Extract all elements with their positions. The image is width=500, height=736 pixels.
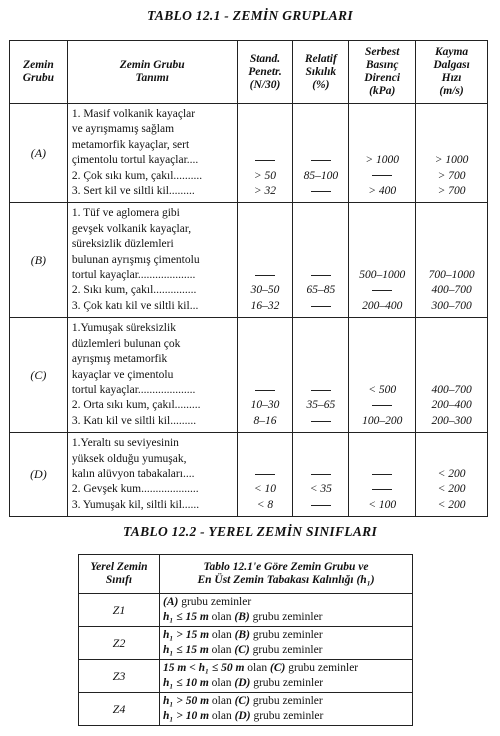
header-text: Hızı [441, 72, 462, 84]
description-line: 2. Çok sıkı kum, çakıl.......... [71, 169, 203, 182]
condition-part: (D) [234, 677, 251, 689]
group-description [67, 104, 237, 203]
dash-mark [372, 175, 392, 176]
shear-wave-velocity-value: < 200 [437, 467, 466, 480]
header-text: Zemin [23, 59, 54, 71]
group-name: (B) [10, 203, 68, 318]
spt-value [238, 467, 293, 482]
relative-density-value [293, 414, 348, 429]
shear-wave-velocity-values [416, 104, 488, 203]
dash-mark [372, 489, 392, 490]
header-text: (m/s) [439, 85, 464, 97]
description-line: 1.Yumuşak süreksizlik [71, 322, 176, 335]
soil-class-row [79, 660, 413, 693]
description-line: bulunan ayrışmış çimentolu [71, 253, 200, 266]
relative-density-values [293, 318, 349, 433]
description-line: 1. Masif volkanik kayaçlar [71, 108, 196, 120]
spt-value [238, 153, 293, 168]
spt-value: < 10 [253, 483, 277, 496]
description-line: tortul kayaçlar.................... [71, 383, 196, 396]
relative-density-value [293, 153, 348, 168]
group-description [67, 318, 237, 433]
soil-group-row [10, 433, 488, 517]
condition-part: (C) [234, 695, 250, 707]
description-line: ve ayrışmamış sağlam [71, 123, 175, 136]
condition-part: olan [244, 662, 270, 674]
condition-part: olan [208, 611, 235, 623]
group-description [67, 433, 237, 517]
dash-mark [311, 191, 331, 192]
shear-wave-velocity-value: > 700 [437, 169, 466, 182]
condition-line [163, 709, 409, 724]
condition-part: grubu zeminler [249, 611, 323, 623]
description-line: 3. Çok katı kil ve siltli kil... [71, 299, 199, 312]
condition-line [163, 595, 409, 610]
shear-wave-velocity-value: 700–1000 [428, 269, 475, 282]
compressive-strength-values [349, 104, 416, 203]
soil-class-conditions [160, 594, 413, 627]
header-row [79, 555, 413, 594]
description-line: 2. Gevşek kum.................... [71, 483, 199, 496]
shear-wave-velocity-value: < 200 [437, 498, 466, 511]
condition-part: (B) [234, 629, 250, 641]
relative-density-values [293, 433, 349, 517]
dash-mark [372, 290, 392, 291]
compressive-strength-value: > 1000 [365, 154, 400, 167]
condition-part: olan [209, 695, 235, 707]
soil-class: Z3 [79, 660, 160, 693]
class-header [79, 555, 160, 594]
description-line: kayaçlar ve çimentolu [71, 368, 174, 381]
condition-part: h₁ ≤ 10 m [163, 677, 209, 689]
compressive-strength-values [349, 318, 416, 433]
description-line: tortul kayaçlar.................... [71, 269, 196, 282]
dash-mark [255, 275, 275, 276]
description-line: süreksizlik düzlemleri [71, 238, 174, 251]
description-line: 3. Yumuşak kil, siltli kil...... [71, 498, 200, 511]
dash-mark [311, 390, 331, 391]
dash-mark [311, 474, 331, 475]
condition-line [163, 676, 409, 691]
group-name: (A) [10, 104, 68, 203]
condition-part: h₁ ≤ 15 m [163, 611, 209, 623]
header-text: Kayma [434, 46, 469, 58]
header-text: (kPa) [369, 85, 396, 97]
header-text: Sınıfı [105, 574, 133, 586]
spt-value [238, 383, 293, 398]
relative-density-value: < 35 [309, 483, 332, 496]
condition-part: grubu zeminler [249, 644, 323, 656]
relative-density-header [293, 41, 349, 104]
description-line: düzlemleri bulunan çok [71, 337, 181, 350]
spt-value: 8–16 [253, 414, 277, 427]
spt-value: < 8 [256, 498, 274, 511]
shear-wave-velocity-values [416, 433, 488, 517]
compressive-strength-value [349, 467, 415, 482]
header-text: Penetr. [248, 65, 282, 78]
dash-mark [311, 160, 331, 161]
description-line: gevşek volkanik kayaçlar, [71, 222, 192, 235]
dash-mark [255, 474, 275, 475]
soil-class: Z4 [79, 693, 160, 726]
header-text: (N/30) [249, 78, 281, 91]
relative-density-values [293, 104, 349, 203]
compressive-strength-value [349, 482, 415, 497]
shear-wave-velocity-value: 200–400 [431, 399, 472, 412]
dash-mark [372, 474, 392, 475]
description-line: 1.Yeraltı su seviyesinin [71, 437, 179, 450]
compressive-strength-values [349, 433, 416, 517]
soil-class-row [79, 594, 413, 627]
relative-density-value [293, 184, 348, 199]
spt-value: 16–32 [250, 299, 280, 312]
spt-header [237, 41, 293, 104]
condition-part: grubu zeminler [178, 596, 252, 608]
condition-header [160, 555, 413, 594]
shear-wave-velocity-value: > 1000 [434, 154, 469, 167]
compressive-strength-header [349, 41, 416, 104]
spt-value: 30–50 [250, 284, 280, 297]
condition-part: 15 m < h₁ ≤ 50 m [163, 662, 245, 674]
header-text: Serbest [364, 46, 400, 58]
condition-part: olan [209, 710, 235, 722]
condition-part: grubu zeminler [250, 710, 324, 722]
description-line: yüksek olduğu yumuşak, [71, 452, 187, 465]
condition-part: (A) [163, 596, 179, 608]
description-line: kalın alüvyon tabakaları.... [71, 467, 195, 480]
condition-part: grubu zeminler [249, 695, 323, 707]
dash-mark [311, 306, 331, 307]
header-text: Tanımı [135, 72, 169, 84]
spt-value: > 32 [253, 185, 277, 198]
shear-wave-velocity-value: > 700 [437, 185, 466, 198]
soil-class-row [79, 627, 413, 660]
soil-group-row [10, 104, 488, 203]
soil-class-conditions [160, 660, 413, 693]
shear-wave-velocity-value: 200–300 [431, 414, 472, 427]
group-header [10, 41, 68, 104]
soil-class: Z2 [79, 627, 160, 660]
dash-mark [311, 505, 331, 506]
shear-wave-velocity-header [416, 41, 488, 104]
condition-part: (C) [269, 662, 286, 674]
local-soil-classes-table [78, 554, 413, 726]
description-line: 2. Orta sıkı kum, çakıl......... [71, 399, 201, 412]
spt-values [237, 104, 293, 203]
description-line: metamorfik kayaçlar, sert [71, 138, 190, 151]
header-text: Yerel Zemin [90, 561, 148, 573]
relative-density-value: 65–85 [306, 284, 336, 297]
condition-part: h₁ ≤ 15 m [163, 644, 209, 656]
condition-part: (B) [234, 611, 250, 623]
spt-values [237, 318, 293, 433]
condition-part: olan [209, 629, 235, 641]
soil-class-conditions [160, 693, 413, 726]
compressive-strength-value [349, 169, 415, 184]
description-line: 3. Sert kil ve siltli kil......... [71, 185, 195, 198]
spt-value: > 50 [253, 169, 277, 182]
header-text: Direnci [364, 72, 401, 84]
header-text: Sıkılık [305, 65, 337, 78]
header-text: Relatif [304, 52, 337, 65]
spt-value: 10–30 [250, 399, 280, 412]
relative-density-value [293, 467, 348, 482]
relative-density-value [293, 268, 348, 283]
dash-mark [255, 390, 275, 391]
condition-part: grubu zeminler [250, 677, 324, 689]
shear-wave-velocity-value: 300–700 [431, 299, 472, 312]
soil-class-conditions [160, 627, 413, 660]
table1-title: TABLO 12.1 - ZEMİN GRUPLARI [147, 8, 353, 23]
spt-values [237, 203, 293, 318]
description-line: ayrışmış metamorfik [71, 353, 168, 366]
header-text: Dalgası [433, 59, 470, 71]
relative-density-value: 35–65 [306, 399, 336, 412]
description-line: 1. Tüf ve aglomera gibi [71, 207, 180, 220]
header-text: Zemin Grubu [119, 59, 185, 71]
condition-part: h₁ > 15 m [163, 629, 210, 641]
shear-wave-velocity-values [416, 203, 488, 318]
group-name: (D) [10, 433, 68, 517]
header-text: Tablo 12.1'e Göre Zemin Grubu ve [203, 561, 369, 573]
condition-part: grubu zeminler [285, 662, 359, 674]
spt-value [238, 268, 293, 283]
compressive-strength-value: < 500 [368, 383, 397, 396]
condition-part: (D) [234, 710, 251, 722]
shear-wave-velocity-value: < 200 [437, 483, 466, 496]
header-text: Stand. [249, 52, 281, 65]
description-line: 3. Katı kil ve siltli kil......... [71, 414, 197, 427]
dash-mark [255, 160, 275, 161]
description-line: çimentolu tortul kayaçlar.... [71, 154, 199, 167]
relative-density-value: 85–100 [303, 169, 339, 182]
soil-groups-table [9, 40, 488, 517]
header-text: Grubu [22, 72, 55, 84]
relative-density-value [293, 383, 348, 398]
soil-class: Z1 [79, 594, 160, 627]
soil-group-row [10, 318, 488, 433]
dash-mark [311, 275, 331, 276]
spt-values [237, 433, 293, 517]
description-line: 2. Sıkı kum, çakıl............... [71, 284, 197, 297]
description-header [67, 41, 237, 104]
soil-group-row [10, 203, 488, 318]
condition-part: olan [208, 644, 235, 656]
compressive-strength-value [349, 398, 415, 413]
compressive-strength-value: 500–1000 [359, 269, 406, 282]
soil-class-row [79, 693, 413, 726]
compressive-strength-value: 100–200 [362, 414, 403, 427]
header-text: (%) [312, 78, 330, 91]
relative-density-value [293, 299, 348, 314]
group-description [67, 203, 237, 318]
dash-mark [311, 421, 331, 422]
condition-line [163, 694, 409, 709]
relative-density-value [293, 498, 348, 513]
condition-part: (C) [234, 644, 250, 656]
condition-line [163, 610, 409, 625]
dash-mark [372, 405, 392, 406]
compressive-strength-values [349, 203, 416, 318]
compressive-strength-value: < 100 [368, 498, 397, 511]
group-name: (C) [10, 318, 68, 433]
compressive-strength-value: > 400 [368, 185, 397, 198]
header-row [10, 41, 488, 104]
condition-part: grubu zeminler [249, 629, 323, 641]
shear-wave-velocity-value: 400–700 [431, 284, 472, 297]
compressive-strength-value: 200–400 [362, 299, 403, 312]
relative-density-values [293, 203, 349, 318]
shear-wave-velocity-values [416, 318, 488, 433]
header-text: Basınç [365, 59, 399, 71]
condition-line [163, 643, 409, 658]
table2-title: TABLO 12.2 - YEREL ZEMİN SINIFLARI [123, 524, 377, 539]
shear-wave-velocity-value: 400–700 [431, 383, 472, 396]
condition-line [163, 661, 409, 676]
condition-part: h₁ > 10 m [163, 710, 210, 722]
condition-part: h₁ > 50 m [163, 695, 210, 707]
compressive-strength-value [349, 283, 415, 298]
header-text: En Üst Zemin Tabakası Kalınlığı (h₁) [197, 574, 375, 586]
condition-part: olan [208, 677, 235, 689]
condition-line [163, 628, 409, 643]
